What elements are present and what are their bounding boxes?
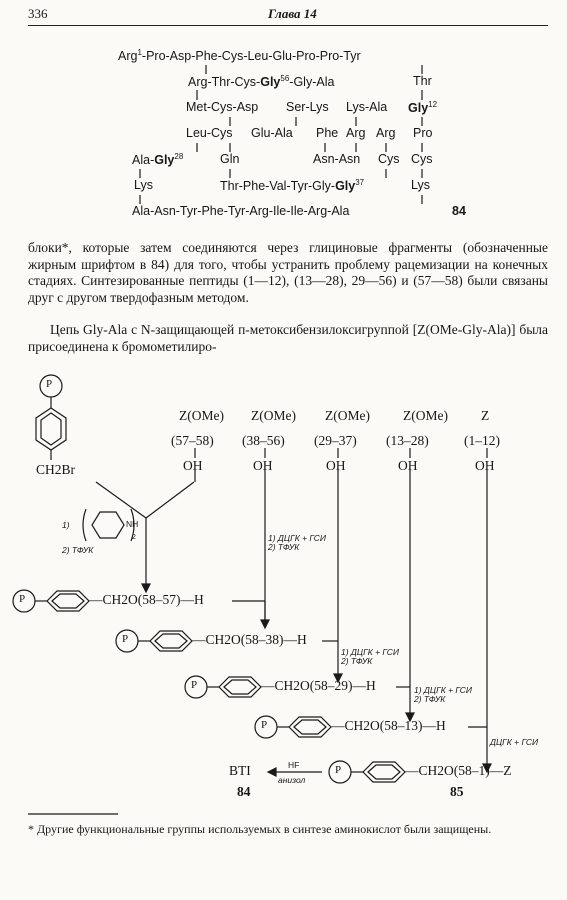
- page-number: 336: [28, 6, 48, 21]
- bold-gly: Gly: [335, 179, 356, 194]
- residue-glu-ala: Glu-Ala: [251, 126, 293, 140]
- residue-gln: Gln: [220, 152, 240, 166]
- residue-chain: -Pro-Asp-Phe-Cys-Leu-Glu-Pro-Pro-Tyr: [141, 49, 361, 64]
- resin-label: P: [261, 719, 268, 731]
- residue-chain: Ala-: [132, 153, 155, 168]
- residue-met-cys-asp: Met-Cys-Asp: [186, 100, 259, 114]
- paragraph-2: Цепь Gly-Ala с N-защищающей п-метоксибензилоксигруппой [Z(OMe-Gly-Ala)] была присоединена к бромометилиро-: [28, 322, 548, 354]
- product-58-13: —CH2O(58–13)—H: [331, 718, 446, 733]
- protect-label: Z(OMe): [325, 408, 370, 423]
- residue-lys: Lys: [134, 178, 153, 192]
- protect-label: Z(OMe): [403, 408, 448, 423]
- protect-label: Z: [481, 408, 490, 423]
- residue-index: 28: [174, 152, 184, 161]
- bold-gly: Gly: [260, 75, 281, 90]
- bti-label: BTI: [229, 763, 251, 778]
- resin-label: P: [46, 378, 53, 390]
- coupling-step-1: 1) ДЦГК + ГСИ: [341, 647, 399, 657]
- protect-label: Z(OMe): [251, 408, 296, 423]
- oh-label: OH: [326, 458, 346, 473]
- residue-arg: Arg: [346, 126, 366, 140]
- residue-leu-cys: Leu-Cys: [186, 126, 233, 140]
- bti-number: 84: [237, 784, 251, 799]
- residue-index: 56: [280, 74, 290, 83]
- residue-cys: Cys: [378, 152, 400, 166]
- product-58-1: —CH2O(58–1)—Z: [405, 763, 512, 778]
- reagent-step-1: 1): [62, 520, 70, 530]
- reagent-nh: NH: [126, 519, 139, 529]
- product-58-38: —CH2O(58–38)—H: [192, 632, 307, 647]
- residue-chain: Arg-Thr-Cys-: [188, 75, 261, 90]
- oh-label: OH: [475, 458, 495, 473]
- coupling-step-2: 2) ТФУК: [414, 694, 446, 704]
- residue-chain: -Gly-Ala: [289, 75, 335, 90]
- resin-label: P: [19, 593, 26, 605]
- oh-label: OH: [183, 458, 203, 473]
- residue-pro: Pro: [413, 126, 433, 140]
- fragment-label: (13–28): [386, 433, 429, 448]
- reagent-step-2: 2) ТФУК: [62, 545, 94, 555]
- fragment-label: (38–56): [242, 433, 285, 448]
- coupling-step-2: 2) ТФУК: [341, 656, 373, 666]
- residue-phe: Phe: [316, 126, 339, 140]
- residue-index: 1: [137, 48, 142, 57]
- chapter-title: Глава 14: [268, 6, 317, 21]
- residue-lys-ala: Lys-Ala: [346, 100, 388, 114]
- residue-index: 12: [428, 100, 438, 109]
- product-58-57: —CH2O(58–57)—H: [89, 592, 204, 607]
- oh-label: OH: [398, 458, 418, 473]
- fragment-label: (57–58): [171, 433, 214, 448]
- residue-lys: Lys: [411, 178, 430, 192]
- ch2br-label: [36, 462, 75, 478]
- paragraph-1: блоки*, которые затем соединяются через глициновые фрагменты (обозначенные жирным шрифтом в 84) для того, чтобы устранить проблему рацемизации на конечных стадиях. Синтезированные пептиды (1—12), (13—28), 29—56) и (57—58) были связаны друг с другом твердофазным методом.: [28, 240, 548, 305]
- compound-number-85: 85: [450, 784, 464, 799]
- residue-ser-lys: Ser-Lys: [286, 100, 329, 114]
- protect-label: Z(OMe): [179, 408, 224, 423]
- coupling-step-2: 2) ТФУК: [268, 542, 300, 552]
- residue-thr: Thr: [413, 74, 432, 88]
- resin-label: P: [335, 764, 342, 776]
- bold-gly: Gly: [408, 101, 429, 116]
- residue-asn-asn: Asn-Asn: [313, 152, 361, 166]
- resin-label: P: [191, 679, 198, 691]
- coupling-last: ДЦГК + ГСИ: [490, 737, 539, 747]
- oh-label: OH: [253, 458, 273, 473]
- coupling-step-1: 1) ДЦГК + ГСИ: [268, 533, 326, 543]
- footnote: * Другие функциональные группы используемых в синтезе аминокислот были защищены.: [28, 822, 492, 836]
- fragment-label: (1–12): [464, 433, 500, 448]
- residue-index: 37: [355, 178, 365, 187]
- reagent-sub: 2: [132, 534, 136, 541]
- compound-number-84: 84: [452, 204, 466, 218]
- coupling-step-1: 1) ДЦГК + ГСИ: [414, 685, 472, 695]
- sequence-row-7: Ala-Asn-Tyr-Phe-Tyr-Arg-Ile-Ile-Arg-Ala: [132, 204, 350, 218]
- residue-arg: Arg: [376, 126, 396, 140]
- anisole-label: анизол: [278, 775, 306, 785]
- product-58-29: —CH2O(58–29)—H: [261, 678, 376, 693]
- ch2br-text: CH2Br: [36, 462, 76, 477]
- residue-arg1: Arg: [118, 49, 138, 64]
- residue-cys: Cys: [411, 152, 433, 166]
- bold-gly: Gly: [154, 153, 175, 168]
- fragment-label: (29–37): [314, 433, 357, 448]
- hf-label: HF: [288, 760, 300, 770]
- residue-chain: Thr-Phe-Val-Tyr-Gly-: [220, 179, 336, 194]
- resin-label: P: [122, 633, 129, 645]
